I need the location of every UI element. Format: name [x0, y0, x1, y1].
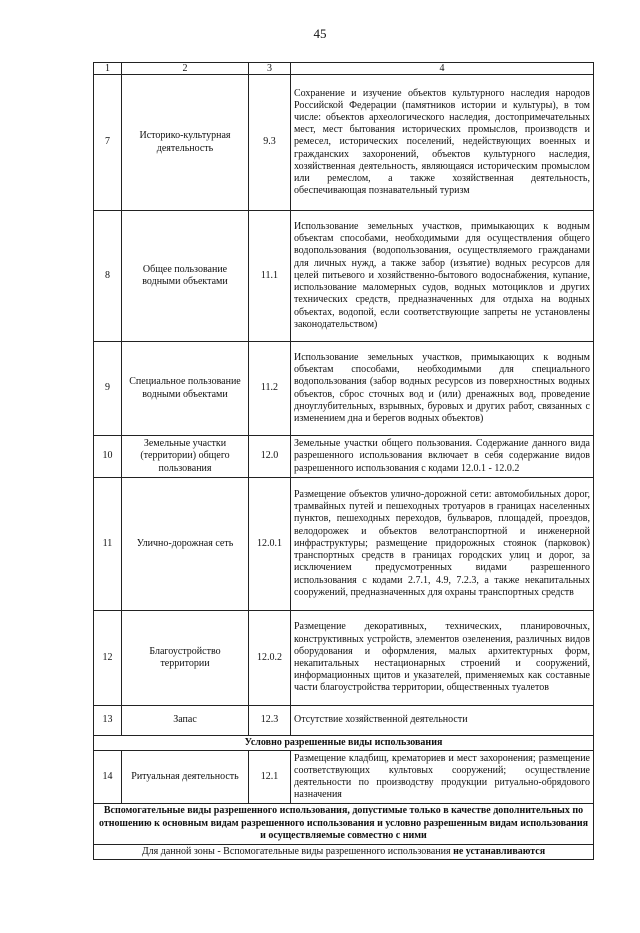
- section-header-row: [94, 736, 594, 751]
- use-type-name: Запас: [122, 706, 249, 736]
- row-number: 13: [94, 706, 122, 736]
- use-type-description: Отсутствие хозяйственной деятельности: [291, 706, 594, 736]
- use-type-code: 12.1: [249, 751, 291, 804]
- table-row: [94, 436, 594, 478]
- header-col-1: 1: [94, 63, 122, 75]
- use-type-name: Специальное пользование водными объектами: [122, 342, 249, 436]
- aux-section-row: [94, 804, 594, 845]
- use-type-name: Улично-дорожная сеть: [122, 478, 249, 611]
- use-type-code: 12.0.2: [249, 611, 291, 706]
- row-number: 7: [94, 75, 122, 211]
- table-row: [94, 611, 594, 706]
- row-number: 14: [94, 751, 122, 804]
- use-type-code: 12.0.1: [249, 478, 291, 611]
- use-type-code: 12.3: [249, 706, 291, 736]
- note-text: [94, 844, 594, 859]
- use-type-name: Ритуальная деятельность: [122, 751, 249, 804]
- row-number: 11: [94, 478, 122, 611]
- header-col-3: 3: [249, 63, 291, 75]
- table-row: [94, 751, 594, 804]
- use-type-description: Размещение декоративных, технических, планировочных, конструктивных устройств, элементов озеленения, различных видов оборудования и оформления, малых архитектурных форм, некапитальных нестационарных строений и сооружений, информационных щитов и указателей, применяемых как составные части благоустройства территории, общественных туалетов: [291, 611, 594, 706]
- table-row: [94, 478, 594, 611]
- use-type-description: Использование земельных участков, примыкающих к водным объектам способами, необходимыми для осуществления общего водопользования (водопользования, осуществляемого гражданами для личных нужд, а также забор (изъятие) водных ресурсов для целей питьевого и хозяйственно-бытового водоснабжения, купание, использование маломерных судов, водных мотоциклов и других технических средств, предназначенных для отдыха на водных объектах, водопой, если соответствующие запреты не установлены законодательством): [291, 211, 594, 342]
- aux-section-title: Вспомогательные виды разрешенного использования, допустимые только в качестве дополнительных по отношению к основным видам разрешенного использования и условно разрешенным видам использования и осуществляемые совместно с ними: [94, 804, 594, 845]
- note-prefix: Для данной зоны - Вспомогательные виды разрешенного использования: [141, 845, 454, 857]
- row-number: 10: [94, 436, 122, 478]
- row-number: 12: [94, 611, 122, 706]
- table-header-row: [94, 63, 594, 75]
- use-type-name: Общее пользование водными объектами: [122, 211, 249, 342]
- table-row: [94, 706, 594, 736]
- use-type-name: Благоустройство территории: [122, 611, 249, 706]
- use-type-name: Историко-культурная деятельность: [122, 75, 249, 211]
- use-type-description: Земельные участки общего пользования. Содержание данного вида разрешенного использования включает в себя содержание видов разрешенного использования с кодами 12.0.1 - 12.0.2: [291, 436, 594, 478]
- row-number: 9: [94, 342, 122, 436]
- page-number: 45: [313, 26, 327, 41]
- note-bold: не устанавливаются: [453, 845, 546, 857]
- note-row: [94, 844, 594, 859]
- land-use-table: [93, 62, 594, 860]
- header-col-2: 2: [122, 63, 249, 75]
- use-type-description: Сохранение и изучение объектов культурного наследия народов Российской Федерации (памятников истории и культуры), в том числе: объектов археологического наследия, достопримечательных мест, мест бытования исторических промыслов, производств и ремесел, исторических поселений, недействующих военных и гражданских захоронений, объектов культурного наследия, хозяйственная деятельность, являющаяся историческим промыслом или ремеслом, а также хозяйственная деятельность, обеспечивающая познавательный туризм: [291, 75, 594, 211]
- use-type-code: 11.2: [249, 342, 291, 436]
- use-type-code: 9.3: [249, 75, 291, 211]
- use-type-name: Земельные участки (территории) общего пользования: [122, 436, 249, 478]
- use-type-code: 11.1: [249, 211, 291, 342]
- use-type-description: Размещение кладбищ, крематориев и мест захоронения; размещение соответствующих культовых сооружений; осуществление деятельности по производству продукции ритуально-обрядового назначения: [291, 751, 594, 804]
- row-number: 8: [94, 211, 122, 342]
- header-col-4: 4: [291, 63, 594, 75]
- use-type-description: Размещение объектов улично-дорожной сети: автомобильных дорог, трамвайных путей и пешеходных тротуаров в границах населенных пунктов, пешеходных переходов, бульваров, площадей, проездов, велодорожек и объектов велотранспортной и инженерной инфраструктуры; размещение придорожных стоянок (парковок) транспортных средств в границах городских улиц и дорог, за исключением предусмотренных видами разрешенного использования с кодами 2.7.1, 4.9, 7.2.3, а также некапитальных сооружений, предназначенных для охраны транспортных средств: [291, 478, 594, 611]
- use-type-description: Использование земельных участков, примыкающих к водным объектам способами, необходимыми для специального водопользования (забор водных ресурсов из поверхностных водных объектов, сброс сточных вод и (или) дренажных вод, проведение дноуглубительных, взрывных, буровых и других работ, связанных с изменением дна и берегов водных объектов): [291, 342, 594, 436]
- table-row: [94, 211, 594, 342]
- section-title: Условно разрешенные виды использования: [94, 736, 594, 751]
- use-type-code: 12.0: [249, 436, 291, 478]
- table-row: [94, 75, 594, 211]
- table-row: [94, 342, 594, 436]
